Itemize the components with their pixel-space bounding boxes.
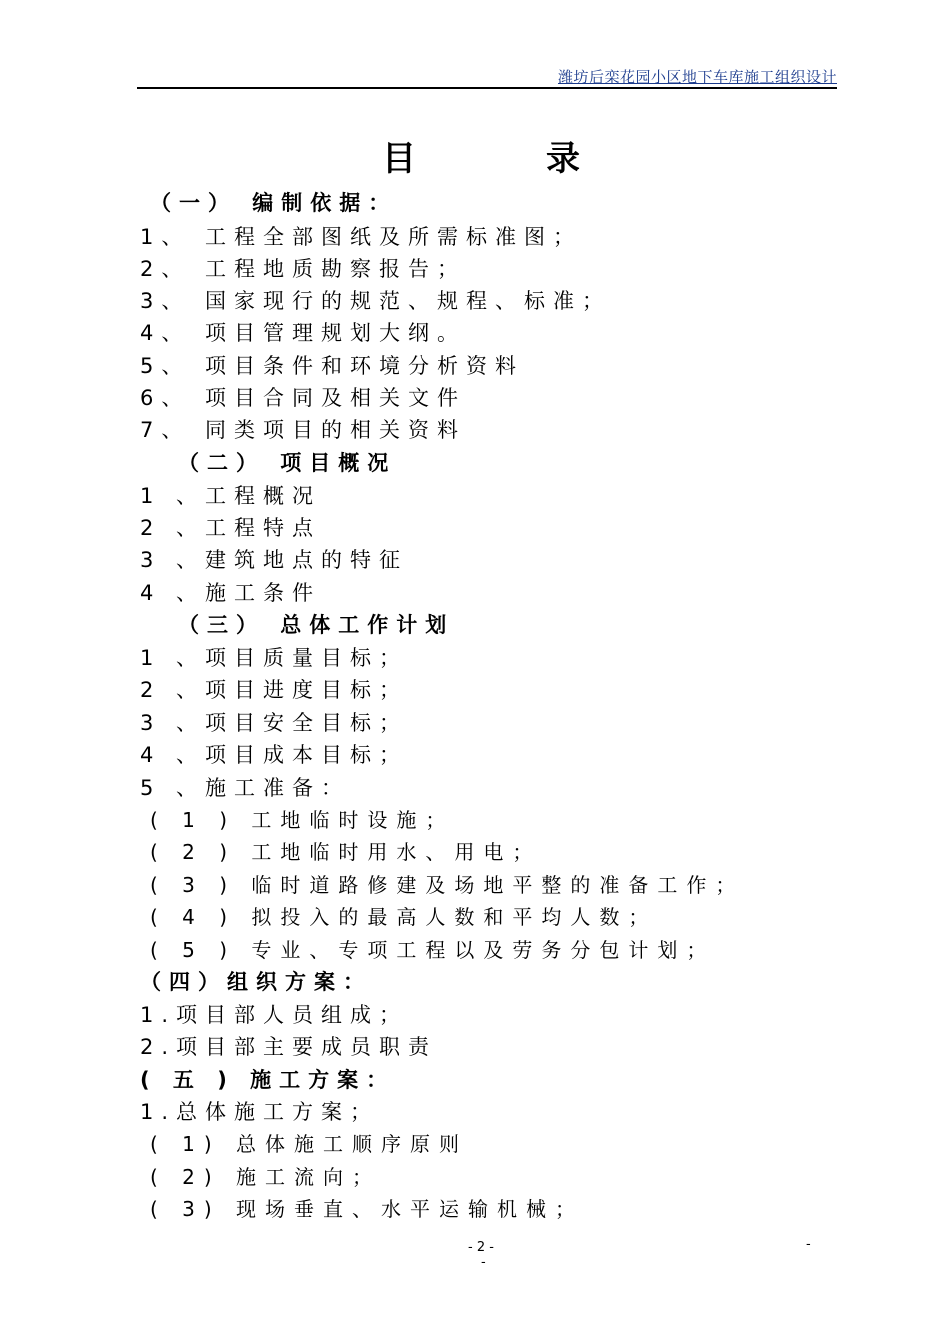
toc-line: 3、 国家现行的规范、规程、标准；	[140, 289, 612, 313]
toc-line: 2.项目部主要成员职责	[140, 1035, 438, 1059]
toc-line: 1.总体施工方案；	[140, 1100, 380, 1124]
document-header: 潍坊后栾花园小区地下车库施工组织设计	[557, 68, 837, 86]
toc-line: 2 、工程特点	[140, 516, 322, 540]
toc-line: 6、 项目合同及相关文件	[140, 386, 467, 410]
toc-line: 3 、项目安全目标；	[140, 711, 409, 735]
footer-dash-below: -	[481, 1255, 486, 1270]
toc-subline: ( 4 ) 拟投入的最高人数和平均人数；	[150, 905, 658, 929]
section-heading-4: （四）组织方案：	[140, 970, 372, 994]
toc-line: 3 、建筑地点的特征	[140, 548, 409, 572]
page-number: - 2 -	[468, 1240, 494, 1255]
toc-subline: ( 1 ) 工地临时设施；	[150, 808, 455, 832]
toc-line: 1.项目部人员组成；	[140, 1003, 409, 1027]
toc-line: 5 、施工准备：	[140, 776, 351, 800]
toc-subline: ( 2 ) 工地临时用水、用电；	[150, 840, 542, 864]
toc-line: 1、 工程全部图纸及所需标准图；	[140, 225, 583, 249]
section-heading-3: （三） 总体工作计划	[178, 613, 455, 637]
toc-subline: ( 3) 现场垂直、水平运输机械；	[150, 1197, 585, 1221]
toc-line: 2、 工程地质勘察报告；	[140, 257, 467, 281]
toc-line: 1 、工程概况	[140, 484, 322, 508]
section-heading-5: ( 五 ) 施工方案：	[140, 1068, 396, 1092]
section-heading-1: （一） 编制依据：	[150, 191, 398, 215]
toc-line: 4 、项目成本目标；	[140, 743, 409, 767]
footer-dash-right: -	[806, 1237, 811, 1252]
toc-subline: ( 1) 总体施工顺序原则	[150, 1132, 469, 1156]
toc-line: 2 、项目进度目标；	[140, 678, 409, 702]
toc-line: 4 、施工条件	[140, 581, 322, 605]
toc-line: 1 、项目质量目标；	[140, 646, 409, 670]
title-char-1: 目	[382, 139, 416, 179]
toc-subline: ( 5 ) 专业、专项工程以及劳务分包计划；	[150, 938, 716, 962]
toc-subline: ( 3 ) 临时道路修建及场地平整的准备工作；	[150, 873, 745, 897]
page-title	[382, 131, 580, 180]
toc-line: 5、 项目条件和环境分析资料	[140, 354, 525, 378]
section-heading-2: （二） 项目概况	[178, 451, 397, 475]
title-char-2: 录	[546, 139, 580, 179]
toc-line: 4、 项目管理规划大纲。	[140, 321, 467, 345]
toc-subline: ( 2) 施工流向；	[150, 1165, 382, 1189]
toc-line: 7、 同类项目的相关资料	[140, 418, 467, 442]
header-rule	[137, 87, 837, 89]
